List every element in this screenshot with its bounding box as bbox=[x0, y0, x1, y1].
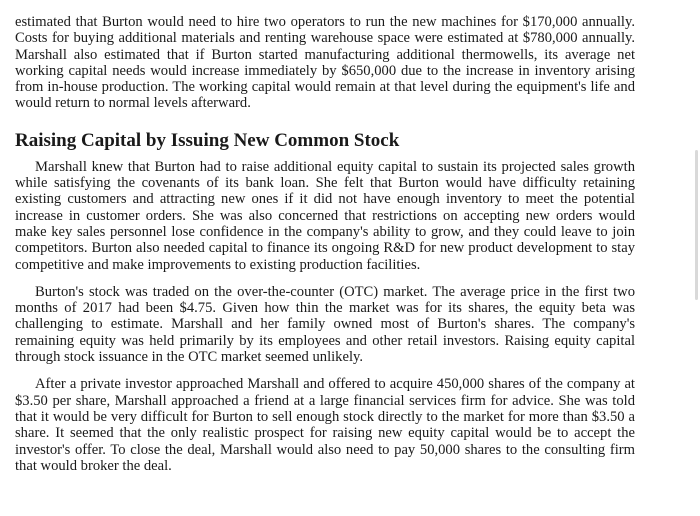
paragraph-otc-market: Burton's stock was traded on the over-the-counter (OTC) market. The average price in the first two months of 2017 had been $4.75. Given how thin the market was for its shares, the equity beta was challenging to estimate. Marshall and her family owned most of Burton's shares. The company's remaining equity was held primarily by its employees and other retail investors. Raising equity capital through stock issuance in the OTC market seemed unlikely. bbox=[15, 283, 635, 366]
document-page bbox=[15, 14, 635, 474]
scrollbar[interactable] bbox=[695, 150, 698, 300]
paragraph-investor-offer: After a private investor approached Marshall and offered to acquire 450,000 shares of the company at $3.50 per share, Marshall approached a friend at a large financial services firm for advice. She was told that it would be very difficult for Burton to sell enough stock directly to the market for more than $3.50 a share. It seemed that the only realistic prospect for raising new equity capital would be to accept the investor's offer. To close the deal, Marshall would also need to pay 50,000 shares to the consulting firm that would broker the deal. bbox=[15, 376, 635, 474]
section-heading: Raising Capital by Issuing New Common Stock bbox=[15, 129, 400, 151]
paragraph-equity-need: Marshall knew that Burton had to raise additional equity capital to sustain its projected sales growth while satisfying the covenants of its bank loan. She felt that Burton would have difficulty retaining existing customers and attracting new ones if it did not have enough inventory to meet the potential increase in customer orders. She was also concerned that restrictions on accepting new orders would make key sales personnel lose confidence in the company's ability to grow, and they could leave to join competitors. Burton also needed capital to finance its ongoing R&D for new product development to stay competitive and make improvements to existing production facilities. bbox=[15, 158, 635, 273]
paragraph-continued: estimated that Burton would need to hire two operators to run the new machines for $170,000 annually. Costs for buying additional materials and renting warehouse space were estimated at $780,000 annually. Marshall also estimated that if Burton started manufacturing additional thermowells, its average net working capital needs would increase immediately by $650,000 due to the increase in inventory arising from in-house production. The working capital would remain at that level during the equipment's life and would return to normal levels afterward. bbox=[15, 14, 635, 112]
